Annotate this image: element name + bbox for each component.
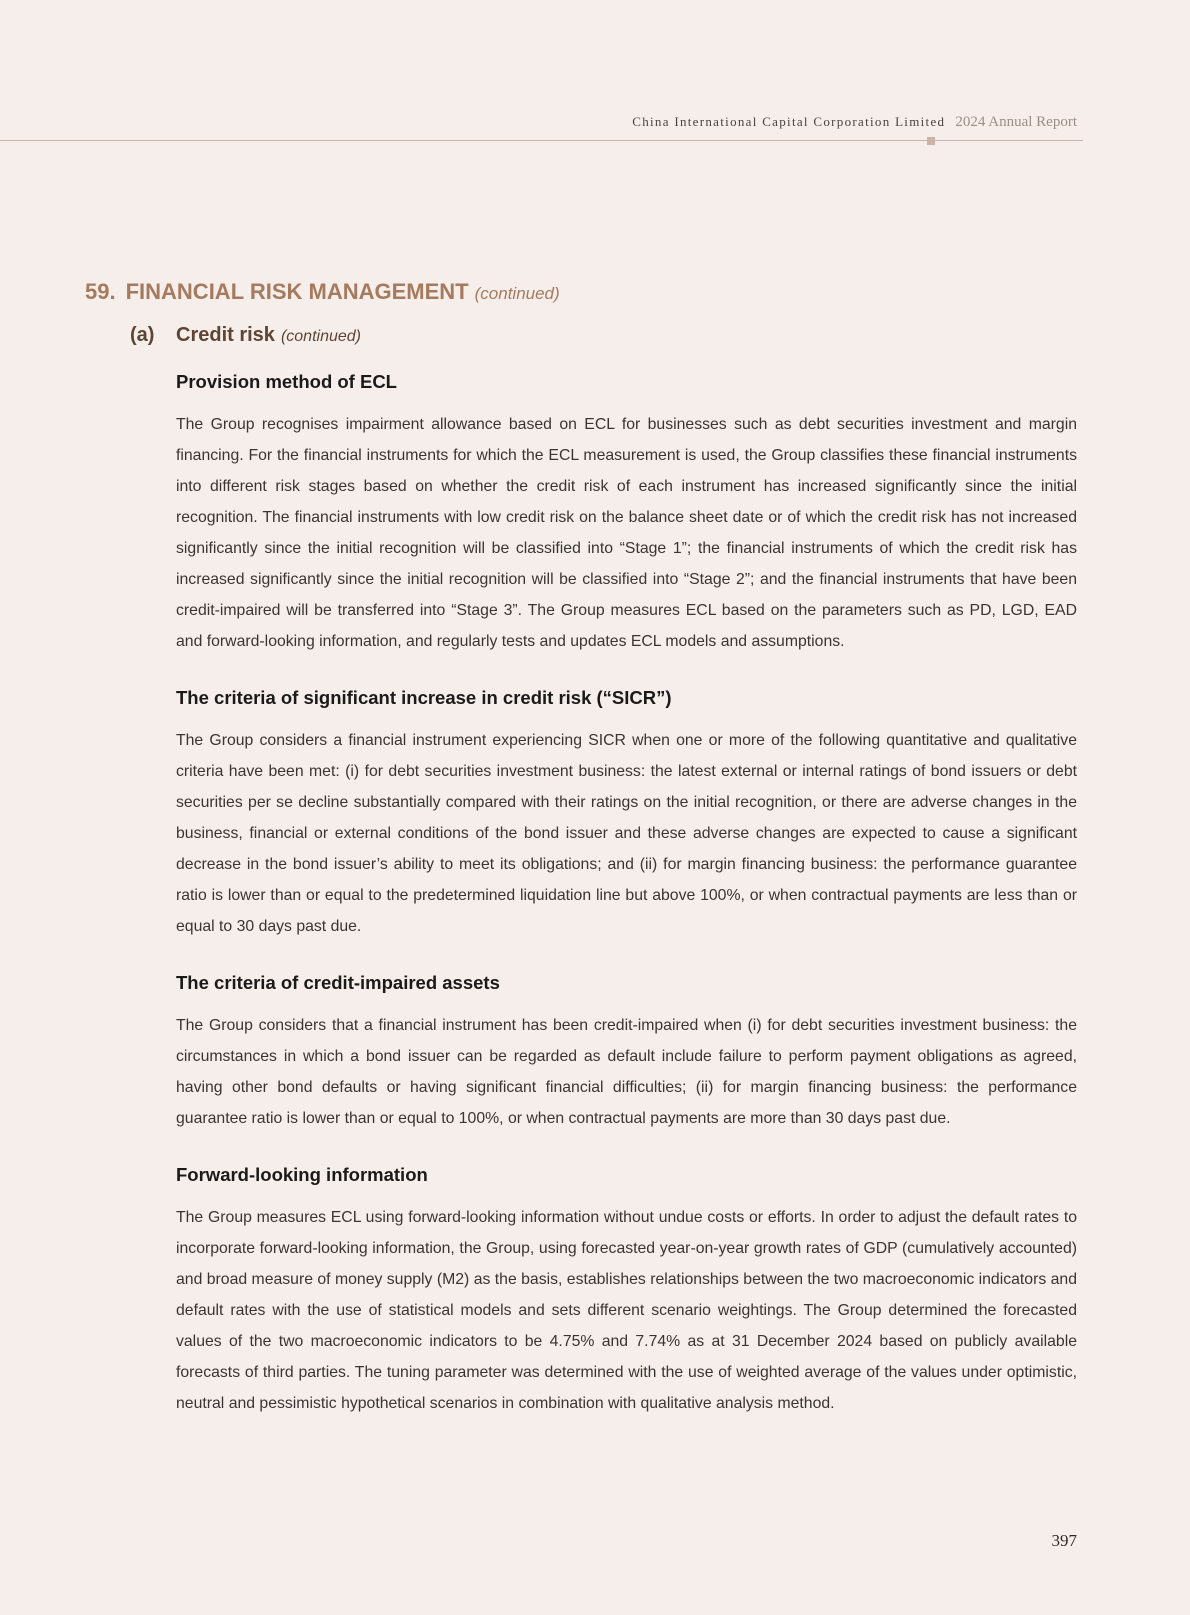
- header-rule-marker: [927, 137, 935, 145]
- header-company: China International Capital Corporation Limited: [632, 114, 946, 129]
- header-report-title: 2024 Annual Report: [955, 114, 1077, 130]
- block-paragraph: The Group recognises impairment allowance based on ECL for businesses such as debt securities investment and margin financing. For the financial instruments for which the ECL measurement is used, the Group classifies these financial instruments into different risk stages based on whether the credit risk of each instrument has increased significantly since the initial recognition. The financial instruments with low credit risk on the balance sheet date or of which the credit risk has not increased significantly since the initial recognition will be classified into “Stage 1”; the financial instruments of which the credit risk has increased significantly since the initial recognition will be classified into “Stage 2”; and the financial instruments that have been credit-impaired will be transferred into “Stage 3”. The Group measures ECL based on the parameters such as PD, LGD, EAD and forward-looking information, and regularly tests and updates ECL models and assumptions.: [176, 416, 1077, 650]
- subsection-continued: (continued): [280, 328, 361, 345]
- block-heading: The criteria of credit-impaired assets: [176, 972, 500, 993]
- block-heading: The criteria of significant increase in credit risk (“SICR”): [176, 687, 672, 708]
- subsection-title: [130, 324, 361, 347]
- page-number: 397: [1051, 1531, 1077, 1550]
- body-content: [176, 368, 1077, 1446]
- subsection-letter: (a): [130, 324, 155, 346]
- header-rule: [0, 140, 1083, 141]
- credit-impaired-block: [176, 969, 1077, 1134]
- block-paragraph: The Group considers that a financial instrument has been credit-impaired when (i) for debt securities investment business: the circumstances in which a bond issuer can be regarded as default include failure to perform payment obligations as agreed, having other bond defaults or having significant financial difficulties; (ii) for margin financing business: the performance guarantee ratio is lower than or equal to 100%, or when contractual payments are more than 30 days past due.: [176, 1017, 1077, 1127]
- section-number: 59.: [85, 279, 116, 304]
- block-paragraph: The Group considers a financial instrument experiencing SICR when one or more of the following quantitative and qualitative criteria have been met: (i) for debt securities investment business: the latest external or internal ratings of bond issuers or debt securities per se decline substantially compared with their ratings on the initial recognition, or there are adverse changes in the business, financial or external conditions of the bond issuer and these adverse changes are expected to cause a significant decrease in the bond issuer’s ability to meet its obligations; and (ii) for margin financing business: the performance guarantee ratio is lower than or equal to the predetermined liquidation line but above 100%, or when contractual payments are less than or equal to 30 days past due.: [176, 732, 1077, 935]
- section-title: [85, 279, 560, 305]
- sicr-criteria-block: [176, 684, 1077, 942]
- section-continued: (continued): [474, 284, 560, 303]
- running-header: [632, 113, 1077, 131]
- subsection-heading: Credit risk: [176, 324, 275, 346]
- block-heading: Provision method of ECL: [176, 371, 397, 392]
- ecl-provision-block: [176, 368, 1077, 657]
- block-paragraph: The Group measures ECL using forward-looking information without undue costs or efforts. In order to adjust the default rates to incorporate forward-looking information, the Group, using forecasted year-on-year growth rates of GDP (cumulatively accounted) and broad measure of money supply (M2) as the basis, establishes relationships between the two macroeconomic indicators and default rates with the use of statistical models and sets different scenario weightings. The Group determined the forecasted values of the two macroeconomic indicators to be 4.75% and 7.74% as at 31 December 2024 based on publicly available forecasts of third parties. The tuning parameter was determined with the use of weighted average of the values under optimistic, neutral and pessimistic hypothetical scenarios in combination with qualitative analysis method.: [176, 1209, 1077, 1412]
- section-heading: FINANCIAL RISK MANAGEMENT: [125, 279, 469, 304]
- block-heading: Forward-looking information: [176, 1164, 428, 1185]
- forward-looking-block: [176, 1161, 1077, 1419]
